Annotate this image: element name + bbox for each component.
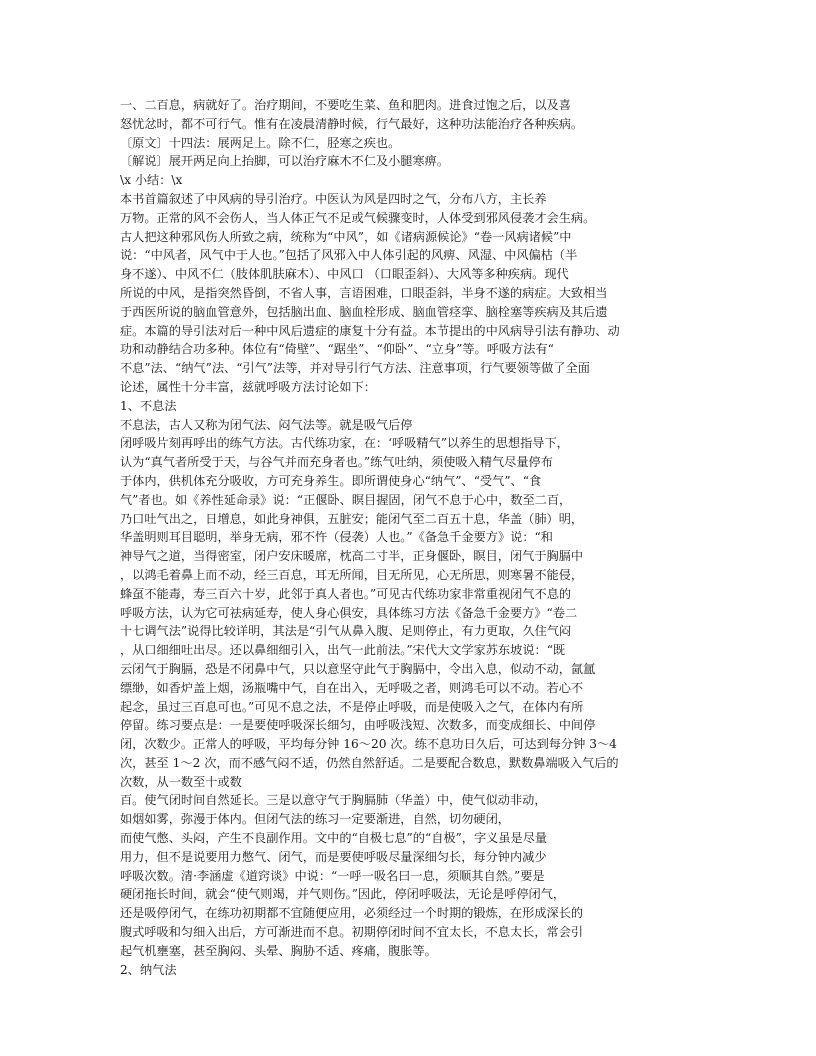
text-line: 认为“真气者所受于天，与谷气并而充身者也。”练气吐纳，须使吸入精气尽量停布 [120,455,553,470]
text-line: 万物。正常的风不会伤人，当人体正气不足或气候骤变时，人体受到邪风侵袭才会生病。 [120,210,596,225]
text-line: 说：“中风者，风气中于人也。”包括了风邪入中人体引起的风痹、风湿、中风偏枯（半 [120,248,578,263]
text-line: 闭，次数少。正常人的呼吸，平均每分钟 16～20 次。练不息功日久后，可达到每分钟 3～4 [120,737,617,752]
text-line: 停留。练习要点是：一是要使呼吸深长细匀，由呼吸浅短、次数多，而变成细长、中间停 [120,718,596,733]
text-line: ，以鸿毛着鼻上而不动，经三百息，耳无所闻，目无所见，心无所思，则寒暑不能侵， [120,567,584,582]
text-line: 论述，属性十分丰富，兹就呼吸方法讨论如下： [120,379,376,394]
text-line: 起气机壅塞，甚至胸闷、头晕、胸胁不适、疼痛，腹胀等。 [120,943,437,958]
text-line: 身不遂）、中风不仁（肢体肌肤麻木）、中风口 （口眼歪斜）、大风等多种疾病。现代 [120,267,569,282]
text-line: 用力，但不是说要用力憋气、闭气，而是要使呼吸尽量深细匀长，每分钟内减少 [120,849,547,864]
text-line: 华盖明则耳目聪明，举身无病，邪不忤（侵袭）人也。”《备急千金要方》说：“和 [120,530,553,545]
text-line: 闭呼吸片刻再呼出的练气方法。古代练功家，在：‘呼吸精气”以养生的思想指导下， [120,436,569,451]
text-line: 怒忧忿时，都不可行气。惟有在凌晨清静时候，行气最好，这种功法能治疗各种疾病。 [120,116,584,131]
text-line: 不息法，古人又称为闭气法、闷气法等。就是吸气后停 [120,417,413,432]
text-line: 症。本篇的导引法对后一种中风后遗症的康复十分有益。本节提出的中风病导引法有静功、动 [120,323,620,338]
text-line: 乃口吐气出之，日增息，如此身神俱，五脏安；能闭气至二百五十息，华盖（肺）明， [120,511,584,526]
text-line: 起念，虽过三百息可也。”可见不息之法，不是停止呼吸，而是使吸入之气，在体内有所 [120,699,584,714]
text-line: 一、二百息，病就好了。治疗期间，不要吃生菜、鱼和肥肉。进食过饱之后，以及喜 [120,98,571,112]
text-line: 蜂虿不能毒，寿三百六十岁，此邻于真人者也。”可见古代练功家非常重视闭气不息的 [120,586,572,601]
text-line: 次，甚至 1～2 次，而不感气闷不适，仍然自然舒适。二是要配合数息，默数鼻端吸入气后的 [120,755,619,770]
text-line: 百。使气闭时间自然延长。三是以意守气于胸膈肺（华盖）中，使气似动非动， [120,793,547,808]
text-line: 〔解说〕展开两足向上抬脚，可以治疗麻木不仁及小腿寒痹。 [120,154,450,169]
text-line: 气”者也。如《养性延命录》说：“正偃卧、瞑目握固，闭气不息于心中，数至二百， [120,492,572,507]
text-line: 所说的中风，是指突然昏倒，不省人事，言语困难，口眼歪斜，半身不遂的病症。大致相当 [120,285,608,300]
text-line: 缥缈，如香炉盖上烟，汤瓶嘴中气，自在出入，无呼吸之者，则鸿毛可以不动。若心不 [120,680,584,695]
text-line: 于西医所说的脑血管意外，包括脑出血、脑血栓形成、脑血管痉挛、脑栓塞等疾病及其后遗 [120,304,608,319]
section-heading-2: 2、纳气法 [120,962,177,977]
text-line: 十七调气法”说得比较详明，其法是“引气从鼻入腹、足则停止，有力更取，久住气闷 [120,624,572,639]
summary-heading: \x 小结：\x [120,173,183,188]
text-line: 不息”法、“纳气”法、“引气”法等，并对导引行气方法、注意事项，行气要领等做了全面 [120,361,590,376]
text-line: 于体内，供机体充分吸收，方可充身养生。即所谓使身心“纳气”、“受气”、“食 [120,473,542,488]
body-text [120,96,700,979]
text-line: 腹式呼吸和匀细入出后，方可渐进而不息。初期停闭时间不宜太长，不息太长，常会引 [120,925,584,940]
text-line: 呼吸方法，认为它可祛病延寿，使人身心俱安，具体练习方法《备急千金要方》“卷二 [120,605,578,620]
text-line: 神导气之道，当得密室，闭户安床暖席，枕高二寸半，正身偃卧，瞑目，闭气于胸膈中 [120,549,584,564]
text-line: 功和动静结合功多种。体位有“倚壁”、“踞坐”、“仰卧”、“立身”等。呼吸方法有“ [120,342,554,357]
text-line: 而使气憋、头闷，产生不良副作用。文中的“自极七息”的“自极”，字义虽是尽量 [120,831,548,846]
text-line: 〔原文〕十四法：展两足上。除不仁，胫寒之疾也。 [120,135,401,150]
text-line: ，从口细细吐出尽。还以鼻细细引入，出气一此前法。”宋代大文学家苏东坡说：“既 [120,643,566,658]
text-line: 本书首篇叙述了中风病的导引治疗。中医认为风是四时之气，分布八方，主长养 [120,191,547,206]
text-line: 古人把这种邪风伤人所致之病，统称为“中风”，如《诸病源候论》“卷一风病诸候”中 [120,229,572,244]
text-line: 还是吸停闭气，在练功初期都不宜随便应用，必须经过一个时期的锻炼，在形成深长的 [120,906,584,921]
text-line: 次数，从一数至十或数 [120,774,242,789]
section-heading-1: 1、不息法 [120,398,177,413]
text-line: 如烟如雾，弥漫于体内。但闭气法的练习一定要渐进，自然，切勿硬闭， [120,812,510,827]
text-line: 硬闭拖长时间，就会“使气则竭，并气则伤。”因此，停闭呼吸法，无论是呼停闭气， [120,887,566,902]
text-line: 云闭气于胸膈，恐是不闭鼻中气，只以意坚守此气于胸膈中，令出入息，似动不动，氤氲 [120,661,596,676]
text-line: 呼吸次数。清·李涵虚《道窍谈》中说：“一呼一吸名曰一息，须顺其自然。”要是 [120,868,545,883]
